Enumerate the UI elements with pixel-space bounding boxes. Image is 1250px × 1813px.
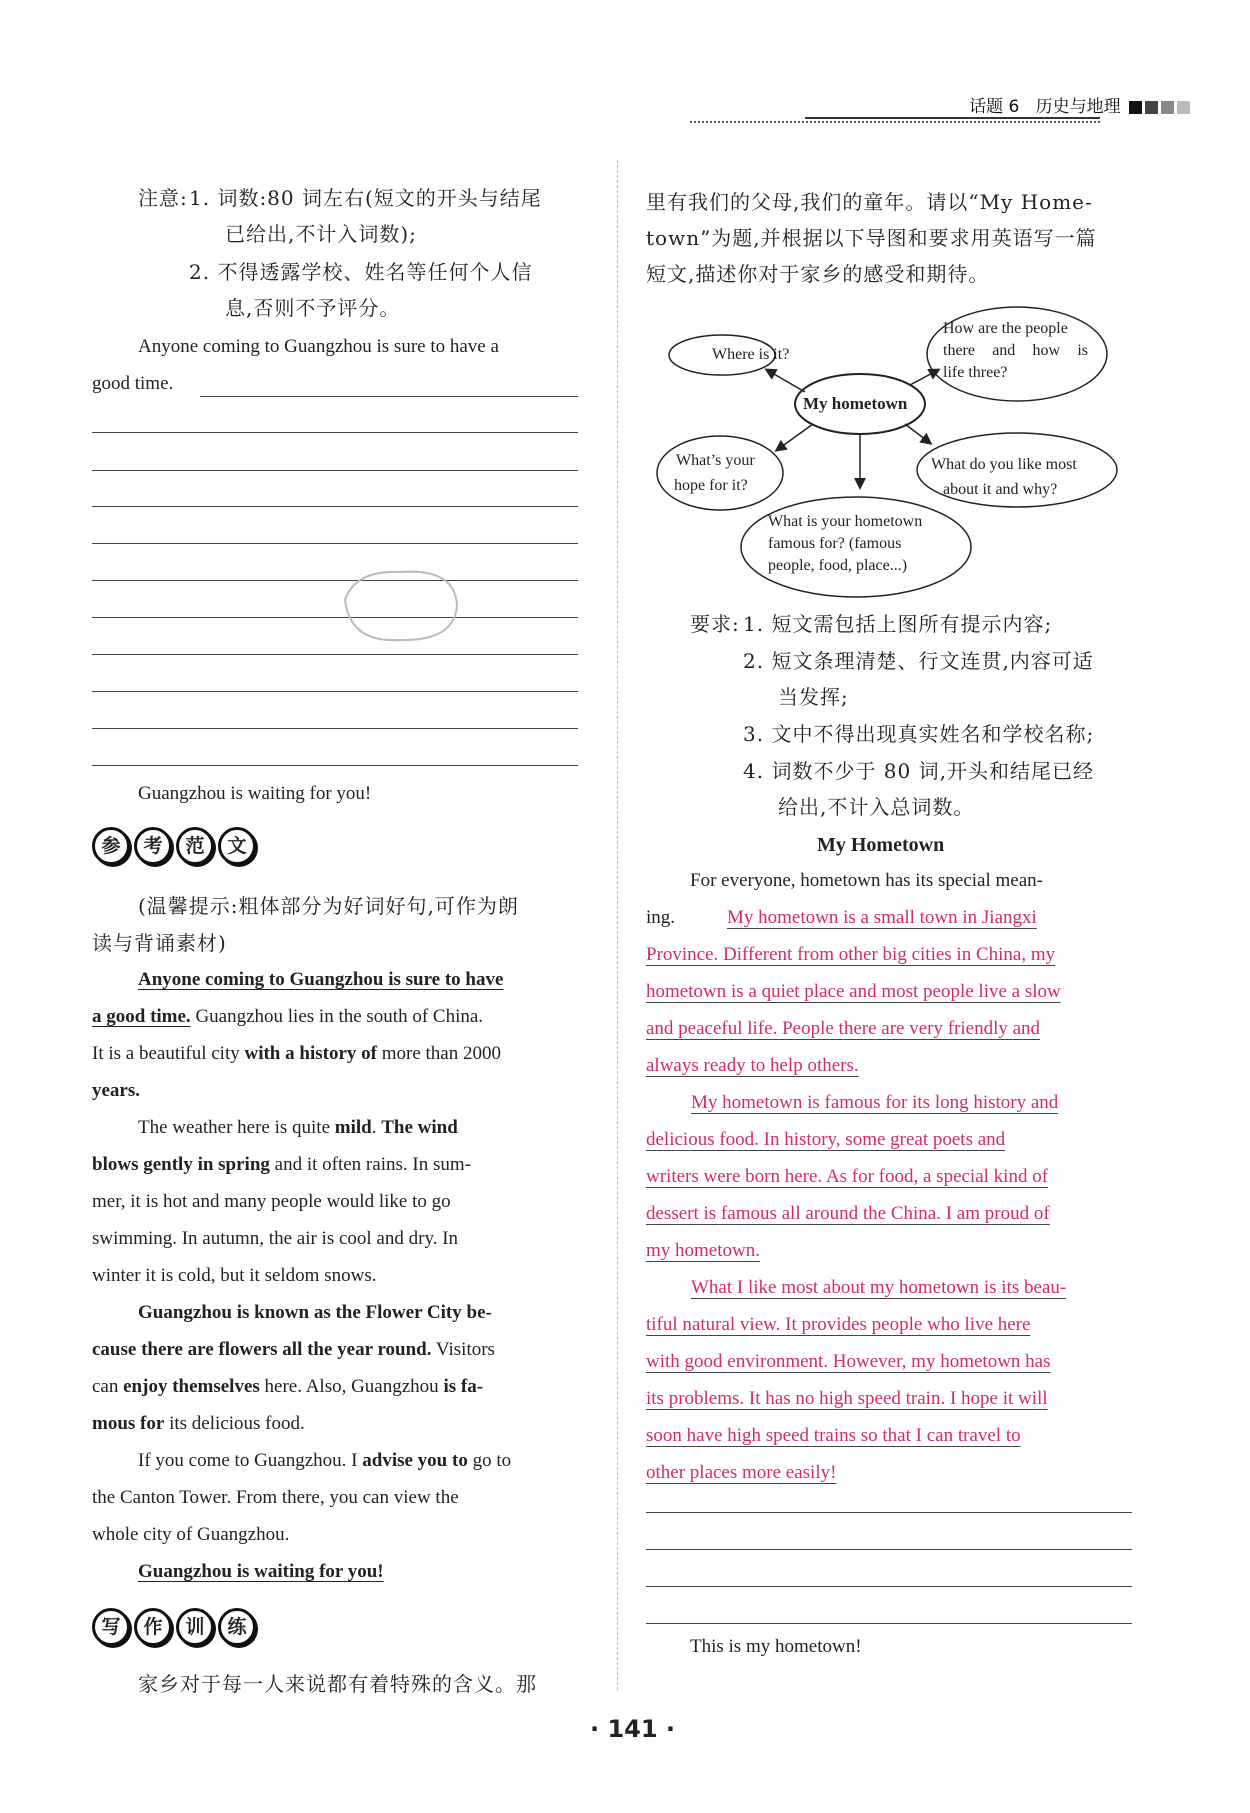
- badge-char: 写: [92, 1608, 130, 1646]
- writing-line: [92, 470, 578, 471]
- writing-line: [646, 1586, 1132, 1587]
- note-2a: 2. 不得透露学校、姓名等任何个人信: [189, 260, 533, 284]
- badge-char: 参: [92, 827, 130, 865]
- req-4b: 给出,不计入总词数。: [778, 795, 975, 819]
- req-2b: 当发挥;: [778, 685, 849, 709]
- essay-p1-c: It is a beautiful city with a history of more than 2000: [92, 1043, 501, 1064]
- essay-p3-a: Guangzhou is known as the Flower City be-: [138, 1302, 492, 1323]
- essay-p2-c: mer, it is hot and many people would like to go: [92, 1191, 451, 1212]
- writing-line: [92, 691, 578, 692]
- stamp-watermark: [335, 560, 465, 650]
- essay-p4-a: If you come to Guangzhou. I advise you to go to: [138, 1450, 512, 1471]
- mindmap-people-1: How are the people: [943, 320, 1068, 337]
- writing-line: [646, 1549, 1132, 1550]
- mindmap-center: My hometown: [803, 394, 908, 413]
- right-opening-b: ing.: [646, 907, 676, 928]
- req-3: 3. 文中不得出现真实姓名和学校名称;: [743, 722, 1095, 746]
- writing-line: [92, 765, 578, 766]
- answer-line: my hometown.: [646, 1240, 760, 1261]
- tip-line-a: (温馨提示:粗体部分为好词好句,可作为朗: [138, 894, 519, 918]
- note-1a: 1. 词数:80 词左右(短文的开头与结尾: [189, 186, 542, 210]
- essay-p2-d: swimming. In autumn, the air is cool and dry. In: [92, 1228, 459, 1249]
- writing-line: [92, 543, 578, 544]
- writing-line: [92, 728, 578, 729]
- essay-p1-d: years.: [92, 1080, 141, 1101]
- right-opening-a: For everyone, hometown has its special mean-: [690, 870, 1043, 891]
- badge-char: 考: [134, 827, 172, 865]
- running-header: [969, 92, 1190, 117]
- answer-line: writers were born here. As for food, a special kind of: [646, 1166, 1049, 1187]
- essay-p3-b: cause there are flowers all the year round. Visitors: [92, 1339, 495, 1360]
- essay-p4-b: the Canton Tower. From there, you can view the: [92, 1487, 459, 1508]
- mindmap-where: Where is it?: [712, 346, 790, 363]
- topic-label: 话题 6: [969, 97, 1020, 117]
- essay-p3-d: mous for its delicious food.: [92, 1413, 305, 1434]
- intro-b: town”为题,并根据以下导图和要求用英语写一篇: [646, 226, 1097, 250]
- badge-char: 训: [176, 1608, 214, 1646]
- badge-char: 练: [218, 1608, 256, 1646]
- answer-line: its problems. It has no high speed train. I hope it will: [646, 1388, 1048, 1409]
- writing-line: [92, 654, 578, 655]
- header-square-3: [1161, 101, 1174, 114]
- essay-p5: Guangzhou is waiting for you!: [138, 1561, 384, 1582]
- mindmap-famous-2: famous for? (famous: [768, 535, 902, 552]
- answer-line: Province. Different from other big cities in China, my: [646, 944, 1056, 965]
- essay-p1-b: a good time. Guangzhou lies in the south of China.: [92, 1006, 484, 1027]
- req-1: 1. 短文需包括上图所有提示内容;: [743, 612, 1053, 636]
- opening-line-a: Anyone coming to Guangzhou is sure to have a: [138, 336, 499, 357]
- mindmap-people-3: life three?: [943, 364, 1008, 381]
- writing-line: [646, 1623, 1132, 1624]
- badge-char: 作: [134, 1608, 172, 1646]
- req-label: 要求:: [690, 612, 740, 636]
- column-divider: [617, 160, 618, 1690]
- essay-p2-b: blows gently in spring and it often rains. In sum-: [92, 1154, 471, 1175]
- page-number: · 141 ·: [590, 1715, 676, 1743]
- header-dotted-rule: [690, 121, 1100, 123]
- answer-line: with good environment. However, my hometown has: [646, 1351, 1051, 1372]
- right-closing: This is my hometown!: [690, 1636, 862, 1657]
- writing-line: [200, 396, 578, 397]
- answer-line: other places more easily!: [646, 1462, 837, 1483]
- mindmap-famous-1: What is your hometown: [768, 513, 923, 530]
- badge-char: 文: [218, 827, 256, 865]
- essay-p1-a: Anyone coming to Guangzhou is sure to have: [138, 969, 504, 990]
- closing-line: Guangzhou is waiting for you!: [138, 783, 372, 804]
- essay-p4-c: whole city of Guangzhou.: [92, 1524, 290, 1545]
- practice-intro: 家乡对于每一人来说都有着特殊的含义。那: [138, 1672, 537, 1696]
- section-label: 历史与地理: [1035, 97, 1121, 117]
- answer-line: and peaceful life. People there are very friendly and: [646, 1018, 1041, 1039]
- essay-p3-c: can enjoy themselves here. Also, Guangzhou is fa-: [92, 1376, 484, 1397]
- answer-line: delicious food. In history, some great poets and: [646, 1129, 1006, 1150]
- note-2b: 息,否则不予评分。: [225, 296, 401, 320]
- header-solid-rule: [805, 117, 1100, 119]
- essay-p2-e: winter it is cold, but it seldom snows.: [92, 1265, 377, 1286]
- intro-a: 里有我们的父母,我们的童年。请以“My Home-: [646, 190, 1093, 214]
- header-square-4: [1177, 101, 1190, 114]
- notes-label: 注意:: [138, 186, 188, 210]
- note-1b: 已给出,不计入词数);: [225, 222, 417, 246]
- header-square-1: [1129, 101, 1142, 114]
- tip-line-b: 读与背诵素材): [92, 931, 227, 955]
- essay-title: My Hometown: [817, 834, 945, 856]
- essay-p2-a: The weather here is quite mild. The wind: [138, 1117, 458, 1138]
- answer-line: My hometown is famous for its long history and: [691, 1092, 1059, 1113]
- answer-line: always ready to help others.: [646, 1055, 859, 1076]
- mindmap-people-2: there and how is: [943, 342, 1088, 359]
- mindmap-hope-2: hope for it?: [674, 477, 748, 494]
- answer-line: What I like most about my hometown is its beau-: [691, 1277, 1067, 1298]
- answer-line: tiful natural view. It provides people who live here: [646, 1314, 1031, 1335]
- answer-line: dessert is famous all around the China. I am proud of: [646, 1203, 1050, 1224]
- mindmap-like-2: about it and why?: [943, 481, 1058, 498]
- writing-line: [92, 506, 578, 507]
- req-2a: 2. 短文条理清楚、行文连贯,内容可适: [743, 649, 1094, 673]
- answer-line: hometown is a quiet place and most people live a slow: [646, 981, 1061, 1002]
- intro-c: 短文,描述你对于家乡的感受和期待。: [646, 262, 990, 286]
- writing-line: [646, 1512, 1132, 1513]
- req-4a: 4. 词数不少于 80 词,开头和结尾已经: [743, 759, 1094, 783]
- mindmap-hope-1: What’s your: [676, 452, 755, 469]
- answer-line: soon have high speed trains so that I can travel to: [646, 1425, 1021, 1446]
- badge-char: 范: [176, 827, 214, 865]
- mindmap-like-1: What do you like most: [931, 456, 1077, 473]
- opening-line-b: good time.: [92, 373, 174, 394]
- writing-line: [92, 432, 578, 433]
- header-square-2: [1145, 101, 1158, 114]
- mindmap-famous-3: people, food, place...): [768, 557, 908, 574]
- answer-line: My hometown is a small town in Jiangxi: [727, 907, 1037, 928]
